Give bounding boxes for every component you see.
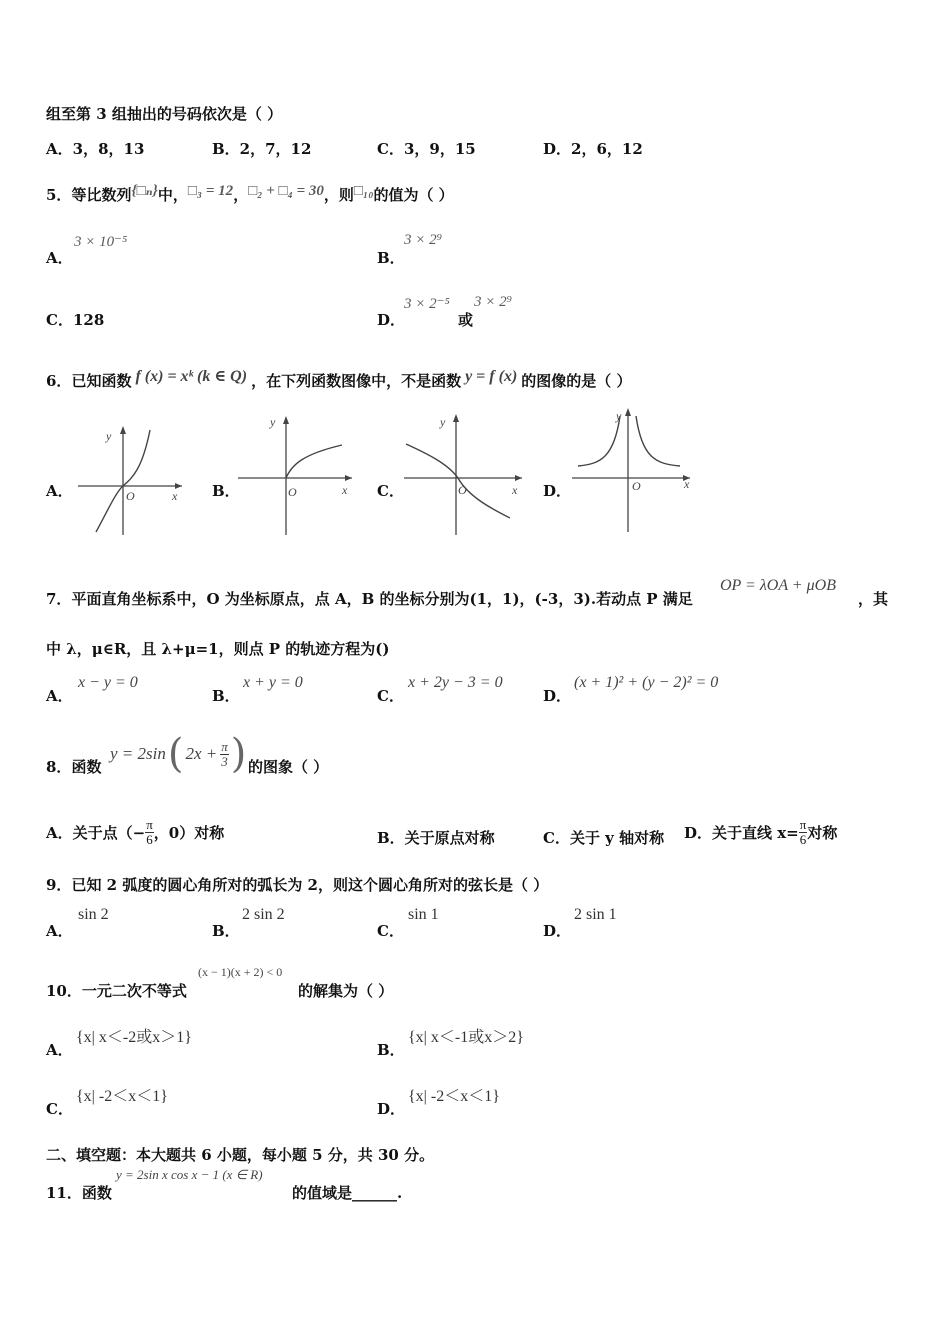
q5-option-c-value: 128 bbox=[72, 311, 105, 329]
q10-option-d-label: D． bbox=[377, 1100, 406, 1118]
question-9-stem bbox=[46, 874, 548, 895]
question-4-stem: 组至第 3 组抽出的号码依次是（ ） bbox=[46, 105, 283, 123]
q6-function: f (x) = xᵏ (k ∈ Q) bbox=[135, 368, 248, 385]
q8-text-2: 的图象（ ） bbox=[248, 758, 329, 776]
q6-graph-d bbox=[570, 406, 695, 536]
q6-b-origin: O bbox=[288, 485, 297, 499]
q8-function-left: y = 2sin bbox=[110, 744, 166, 763]
q8-right-paren: ) bbox=[230, 731, 247, 777]
q7-number: 7． bbox=[46, 590, 72, 608]
q8-option-b: B．关于原点对称 bbox=[377, 829, 495, 847]
q9-option-a-label: A． bbox=[46, 922, 73, 940]
q5-number: 5． bbox=[46, 186, 72, 204]
q8-frac-den: 3 bbox=[221, 753, 228, 769]
question-10-stem bbox=[46, 980, 187, 1001]
q5-option-d-1: 3 × 2⁻⁵ bbox=[404, 296, 450, 312]
q10-option-a: {x| x＜-2或x＞1} bbox=[76, 1029, 192, 1046]
q8-left-paren: ( bbox=[167, 731, 184, 777]
q8-option-d-end: 对称 bbox=[807, 824, 838, 842]
q11-text-2: 的值域是______. bbox=[292, 1184, 403, 1202]
question-7-line-2: 中 λ，μ∈R，且 λ+μ=1，则点 P 的轨迹方程为() bbox=[46, 640, 390, 658]
q9-option-a: sin 2 bbox=[78, 906, 109, 923]
q6-number: 6． bbox=[46, 372, 72, 390]
q7-vector-equation: OP = λOA + μOB bbox=[720, 577, 836, 594]
q9-text: 已知 2 弧度的圆心角所对的弧长为 2，则这个圆心角所对的弦长是（ ） bbox=[71, 876, 549, 894]
q5-option-b: 3 × 2⁹ bbox=[404, 232, 442, 248]
q6-d-origin: O bbox=[632, 479, 641, 493]
q8-option-d-text: D．关于直线 x= bbox=[684, 824, 799, 842]
q5-option-a: 3 × 10⁻⁵ bbox=[74, 234, 128, 250]
q9-option-d-label: D． bbox=[543, 922, 572, 940]
q8-d-num: π bbox=[799, 817, 807, 832]
q9-option-c: sin 1 bbox=[408, 906, 439, 923]
q5-text-2: 中， bbox=[157, 186, 188, 204]
q11-function: y = 2sin x cos x − 1 (x ∈ R) bbox=[116, 1167, 263, 1182]
q6-a-x-label: x bbox=[172, 489, 178, 503]
q8-option-d bbox=[684, 818, 837, 847]
q8-option-a-text: A．关于点（− bbox=[46, 824, 146, 842]
q7-option-d: (x + 1)² + (y − 2)² = 0 bbox=[574, 674, 719, 691]
q5-text-1: 等比数列 bbox=[71, 186, 132, 204]
q5-option-d-or: 或 bbox=[458, 311, 474, 329]
q6-c-origin: O bbox=[458, 483, 467, 497]
q7-option-b: x + y = 0 bbox=[243, 674, 303, 691]
q5-option-a-label: A． bbox=[46, 249, 73, 267]
q10-option-c-label: C． bbox=[46, 1100, 73, 1118]
q8-d-den: 6 bbox=[799, 832, 807, 847]
q5-text-3: ，则 bbox=[323, 186, 354, 204]
q8-a-den: 6 bbox=[146, 832, 153, 847]
question-7-line-1 bbox=[46, 588, 693, 609]
q10-option-c: {x| -2＜x＜1} bbox=[76, 1088, 168, 1105]
q6-label-a: A． bbox=[46, 482, 73, 500]
q7-option-a-label: A． bbox=[46, 687, 73, 705]
q7-option-c-label: C． bbox=[377, 687, 404, 705]
q7-option-d-label: D． bbox=[543, 687, 572, 705]
q6-b-y-label: y bbox=[270, 415, 276, 429]
q8-option-c: C．关于 y 轴对称 bbox=[543, 829, 665, 847]
q11-number: 11． bbox=[46, 1184, 82, 1202]
q6-c-x-label: x bbox=[512, 483, 518, 497]
q6-graph-a bbox=[76, 420, 186, 540]
q5-text-4: 的值为（ ） bbox=[373, 186, 454, 204]
question-5-stem bbox=[46, 184, 454, 205]
q10-option-b: {x| x＜-1或x＞2} bbox=[408, 1029, 524, 1046]
q10-text-1: 一元二次不等式 bbox=[81, 982, 187, 1000]
q4-option-d: D．2，6，12 bbox=[543, 140, 643, 158]
q6-text-1: 已知函数 bbox=[71, 372, 132, 390]
q5-sequence: {□ₙ} bbox=[131, 183, 158, 199]
q8-option-a-frac bbox=[145, 818, 154, 847]
q10-option-d: {x| -2＜x＜1} bbox=[408, 1088, 500, 1105]
q5-option-c-label: C． bbox=[46, 311, 73, 329]
q10-option-a-label: A． bbox=[46, 1041, 73, 1059]
q8-function-inner: 2x + bbox=[185, 744, 218, 763]
section-2-title: 二、填空题：本大题共 6 小题，每小题 5 分，共 30 分。 bbox=[46, 1146, 435, 1164]
question-11-intro bbox=[46, 1182, 112, 1203]
q4-option-c: C．3，9，15 bbox=[377, 140, 476, 158]
question-8-intro bbox=[46, 756, 101, 777]
q10-option-b-label: B． bbox=[377, 1041, 405, 1059]
q5-condition-1: □₃ = 12 bbox=[187, 183, 234, 199]
q6-a-origin: O bbox=[126, 489, 135, 503]
q9-option-b-label: B． bbox=[212, 922, 240, 940]
q8-function bbox=[110, 730, 248, 778]
q6-label-c: C． bbox=[377, 482, 404, 500]
q6-label-d: D． bbox=[543, 482, 572, 500]
question-6-stem bbox=[46, 370, 632, 391]
q7-text-1: 平面直角坐标系中，O 为坐标原点，点 A，B 的坐标分别为(1，1)，(-3，3).若动点 P 满足 bbox=[71, 590, 693, 608]
q5-option-d-label: D． bbox=[377, 311, 406, 329]
q8-option-a bbox=[46, 818, 224, 847]
q6-a-y-label: y bbox=[106, 429, 112, 443]
q8-number: 8． bbox=[46, 758, 72, 776]
q10-inequality: (x − 1)(x + 2) < 0 bbox=[198, 965, 283, 979]
q6-label-b: B． bbox=[212, 482, 240, 500]
q5-option-b-label: B． bbox=[377, 249, 405, 267]
q10-number: 10． bbox=[46, 982, 82, 1000]
q9-number: 9． bbox=[46, 876, 72, 894]
q4-option-a: A．3，8，13 bbox=[46, 140, 145, 158]
q5-comma: ， bbox=[233, 186, 249, 204]
q10-text-2: 的解集为（ ） bbox=[298, 982, 394, 1000]
q8-pi-over-3 bbox=[220, 740, 229, 769]
q9-option-d: 2 sin 1 bbox=[574, 906, 617, 923]
q6-b-x-label: x bbox=[342, 483, 348, 497]
q6-d-y-label: y bbox=[616, 409, 622, 423]
q6-y: y = f (x) bbox=[465, 368, 518, 385]
q6-graph-b bbox=[236, 410, 356, 540]
q5-condition-2: □₂ + □₄ = 30 bbox=[248, 183, 324, 199]
q7-line-1-end: ，其 bbox=[858, 590, 889, 608]
q6-graph-c bbox=[402, 410, 527, 540]
q9-option-b: 2 sin 2 bbox=[242, 906, 285, 923]
q6-text-2: ，在下列函数图像中，不是函数 bbox=[251, 372, 462, 390]
q9-option-c-label: C． bbox=[377, 922, 404, 940]
q6-text-3: 的图像的是（ ） bbox=[521, 372, 632, 390]
q4-option-b: B．2，7，12 bbox=[212, 140, 312, 158]
q8-option-a-end: ，0）对称 bbox=[153, 824, 225, 842]
q11-text-1: 函数 bbox=[81, 1184, 112, 1202]
q6-d-x-label: x bbox=[684, 477, 690, 491]
q5-target: □₁₀ bbox=[353, 183, 374, 199]
q8-text-1: 函数 bbox=[71, 758, 102, 776]
q7-option-a: x − y = 0 bbox=[78, 674, 138, 691]
q8-frac-num: π bbox=[221, 738, 228, 754]
q5-option-c bbox=[46, 309, 104, 330]
q5-option-d-2: 3 × 2⁹ bbox=[474, 294, 512, 310]
q7-option-b-label: B． bbox=[212, 687, 240, 705]
q8-a-num: π bbox=[146, 817, 153, 832]
q6-c-y-label: y bbox=[440, 415, 446, 429]
q7-option-c: x + 2y − 3 = 0 bbox=[408, 674, 503, 691]
